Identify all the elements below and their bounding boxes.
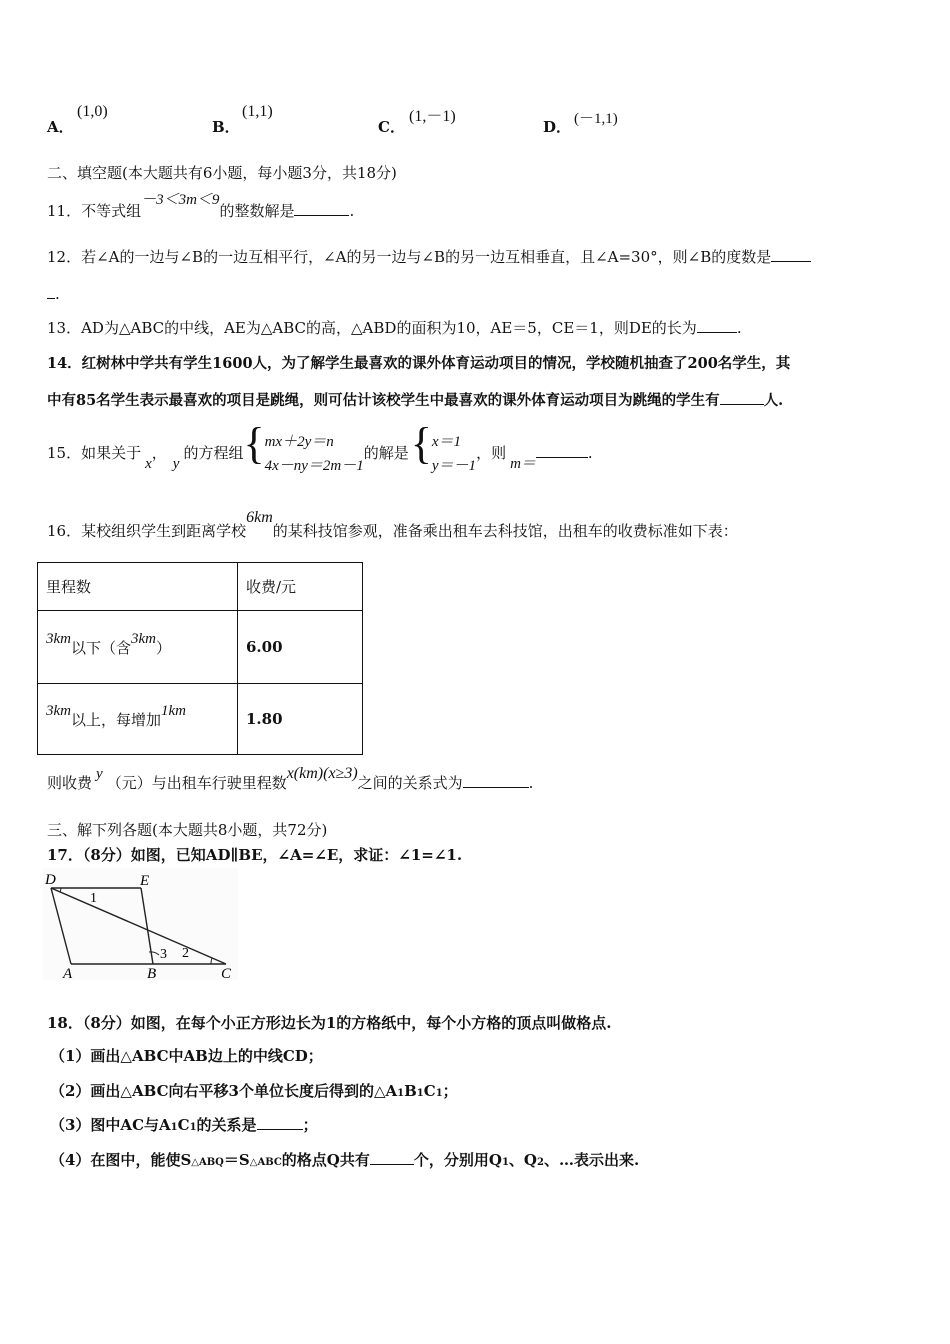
q16-prefix: 16．某校组织学生到距离学校 xyxy=(47,522,247,540)
row2-km-b: 1km xyxy=(161,702,187,719)
q17-figure xyxy=(43,868,238,980)
q18-p4-sub2: △ABC xyxy=(249,1157,282,1168)
option-d-label: D． xyxy=(543,118,572,136)
table-cell xyxy=(38,611,238,684)
q16-relation-line xyxy=(47,765,534,793)
q18-p4-q1: 1 xyxy=(501,1157,509,1168)
option-a-value: (1,0) xyxy=(77,103,108,120)
q18-part4 xyxy=(50,1149,639,1170)
q11-answer-blank[interactable] xyxy=(294,201,349,216)
q14-line2: 中有85名学生表示最喜欢的项目是跳绳，则可估计该校学生中最喜欢的课外体育运动项目为跳绳的学生有 xyxy=(47,392,720,409)
q17-label-c: C xyxy=(221,966,232,980)
q18-part1: （1）画出△ABC中AB边上的中线CD； xyxy=(50,1047,323,1065)
q17-label-d: D xyxy=(45,872,56,888)
q18-p2-end: ； xyxy=(442,1082,458,1100)
question-11 xyxy=(47,192,355,221)
table-cell xyxy=(38,684,238,755)
q15-end: . xyxy=(587,444,593,462)
q18-p4-mid: 的格点Q共有 xyxy=(281,1151,370,1169)
q15-left-brace-icon: { xyxy=(243,419,265,468)
q18-p3-prefix: （3）图中AC与A xyxy=(50,1116,171,1134)
q18-p3-c: C xyxy=(177,1116,190,1134)
q18-p3-mid: 的关系是 xyxy=(196,1116,257,1134)
q15-var-y: y xyxy=(172,456,180,472)
q16-answer-blank[interactable] xyxy=(463,773,529,788)
option-b-label: B． xyxy=(212,118,240,136)
q18-p3-end: ； xyxy=(302,1116,318,1134)
q18-part3 xyxy=(50,1114,318,1135)
row1-km-a: 3km xyxy=(46,630,71,647)
q14-end: 人. xyxy=(763,392,784,409)
q17-label-angle3: 3 xyxy=(160,947,167,962)
table-row xyxy=(38,684,363,755)
q18-p2-prefix: （2）画出△ABC向右平移3个单位长度后得到的△A xyxy=(50,1082,398,1100)
q11-end: . xyxy=(349,202,355,220)
table-header-cell: 收费/元 xyxy=(238,563,363,611)
q17-label-b: B xyxy=(147,966,157,980)
row1-km-b: 3km xyxy=(131,630,157,647)
row1-text-a: 以下（含 xyxy=(71,638,132,657)
q18-p4-sub1: △ABQ xyxy=(191,1157,224,1168)
q18-p4-q2: 2 xyxy=(537,1157,544,1168)
q16-after-mid: （元）与出租车行驶里程数 xyxy=(106,774,287,792)
table-cell: 1.80 xyxy=(238,684,363,755)
q18-p4-sep: 、Q xyxy=(508,1151,537,1169)
q15-eq1: mx＋2y＝n xyxy=(264,434,334,450)
q12-text: 12．若∠A的一边与∠B的一边互相平行，∠A的另一边与∠B的另一边互相垂直，且∠A=30°，则∠B的度数是 xyxy=(47,248,772,266)
question-17: 17．（8分）如图，已知AD∥BE，∠A=∠E，求证：∠1=∠1. xyxy=(47,846,463,864)
q15-mid: 的方程组 xyxy=(183,444,244,462)
q17-label-e: E xyxy=(140,873,150,889)
option-b-value: (1,1) xyxy=(242,103,273,120)
q15-sol2: y＝－1 xyxy=(431,458,477,474)
q15-comma: ， xyxy=(151,444,167,462)
row2-text-a: 以上，每增加 xyxy=(71,710,162,729)
option-c-label: C． xyxy=(378,118,405,136)
table-cell: 6.00 xyxy=(238,611,363,684)
q15-mid2: 的解是 xyxy=(363,444,409,462)
q13-answer-blank[interactable] xyxy=(697,318,737,333)
q18-p3-sub2: 1 xyxy=(189,1122,197,1133)
q15-then: ，则 xyxy=(476,444,507,462)
option-a-label: A． xyxy=(47,118,74,136)
question-18: 18．（8分）如图，在每个小正方形边长为1的方格纸中，每个小方格的顶点叫做格点. xyxy=(47,1014,612,1032)
q11-suffix: 的整数解是 xyxy=(219,202,295,220)
q17-label-a: A xyxy=(63,966,73,980)
q12-line2 xyxy=(47,284,60,303)
q14-line1: 14．红树林中学共有学生1600人，为了解学生最喜欢的课外体育运动项目的情况，学校随机抽查了200名学生，其 xyxy=(47,355,791,372)
q12-answer-blank[interactable] xyxy=(771,247,811,262)
question-12 xyxy=(47,246,811,267)
q15-prefix: 15．如果关于 xyxy=(47,444,142,462)
question-16 xyxy=(47,509,738,541)
q12-end: . xyxy=(55,285,60,303)
q15-eq2: 4x－ny＝2m－1 xyxy=(264,458,364,474)
q17-label-angle2: 2 xyxy=(182,946,189,961)
q14-line2-wrap xyxy=(47,389,783,410)
q15-solution-brace-icon: { xyxy=(410,419,432,468)
option-d-value: (－1,1) xyxy=(574,111,618,127)
table-row xyxy=(38,611,363,684)
q18-part2 xyxy=(50,1080,458,1101)
q13-end: . xyxy=(736,319,742,337)
q15-system xyxy=(265,430,364,478)
row2-km-a: 3km xyxy=(46,702,71,719)
q11-formula: －3＜3m＜9 xyxy=(141,192,220,208)
q15-answer-blank[interactable] xyxy=(536,443,588,458)
q15-var-m: m＝ xyxy=(510,456,536,472)
q16-after-end: . xyxy=(528,774,534,792)
q18-p4-mid2: 个，分别用Q xyxy=(413,1151,502,1169)
fare-table xyxy=(37,562,363,755)
q15-solution xyxy=(432,430,476,478)
q16-after-formula: x(km)(x≥3) xyxy=(286,765,358,782)
q15-sol1: x＝1 xyxy=(431,434,462,450)
q17-label-angle1: 1 xyxy=(90,891,97,906)
row1-text-b: ） xyxy=(156,638,172,657)
q18-p2-sub3: 1 xyxy=(435,1088,443,1099)
q18-p3-sub1: 1 xyxy=(170,1122,178,1133)
q18-p2-b: B xyxy=(404,1082,417,1100)
q16-after-suffix: 之间的关系式为 xyxy=(357,774,463,792)
q15-var-x: x xyxy=(145,456,152,472)
q18-p3-answer-blank[interactable] xyxy=(257,1115,303,1130)
q13-text: 13．AD为△ABC的中线，AE为△ABC的高，△ABD的面积为10，AE＝5，CE＝1，则DE的长为 xyxy=(47,319,697,337)
table-header-cell: 里程数 xyxy=(38,563,238,611)
table-header-row xyxy=(38,563,363,611)
q18-p2-c: C xyxy=(423,1082,436,1100)
section3-heading: 三、解下列各题(本大题共8小题，共72分) xyxy=(47,821,328,839)
question-15 xyxy=(47,419,593,478)
section2-heading: 二、填空题(本大题共有6小题，每小题3分，共18分) xyxy=(47,164,397,182)
q16-after-var: y xyxy=(96,766,103,782)
q11-prefix: 11．不等式组 xyxy=(47,202,142,220)
q12-answer-blank-cont[interactable] xyxy=(47,284,55,299)
q18-p4-prefix: （4）在图中，能使S xyxy=(50,1151,192,1169)
q14-answer-blank[interactable] xyxy=(720,390,764,405)
q16-suffix: 的某科技馆参观，准备乘出租车去科技馆，出租车的收费标准如下表： xyxy=(272,522,738,540)
q16-distance: 6km xyxy=(246,509,273,526)
q18-p2-sub1: 1 xyxy=(397,1088,405,1099)
q18-p4-answer-blank[interactable] xyxy=(370,1150,414,1165)
q18-p4-end: 、…表示出来. xyxy=(543,1151,640,1169)
q18-p2-sub2: 1 xyxy=(416,1088,424,1099)
question-13 xyxy=(47,317,742,338)
q18-p4-eq: ＝S xyxy=(223,1151,250,1169)
q16-after-prefix: 则收费 xyxy=(47,774,93,792)
option-c-value: (1,－1) xyxy=(409,108,456,125)
